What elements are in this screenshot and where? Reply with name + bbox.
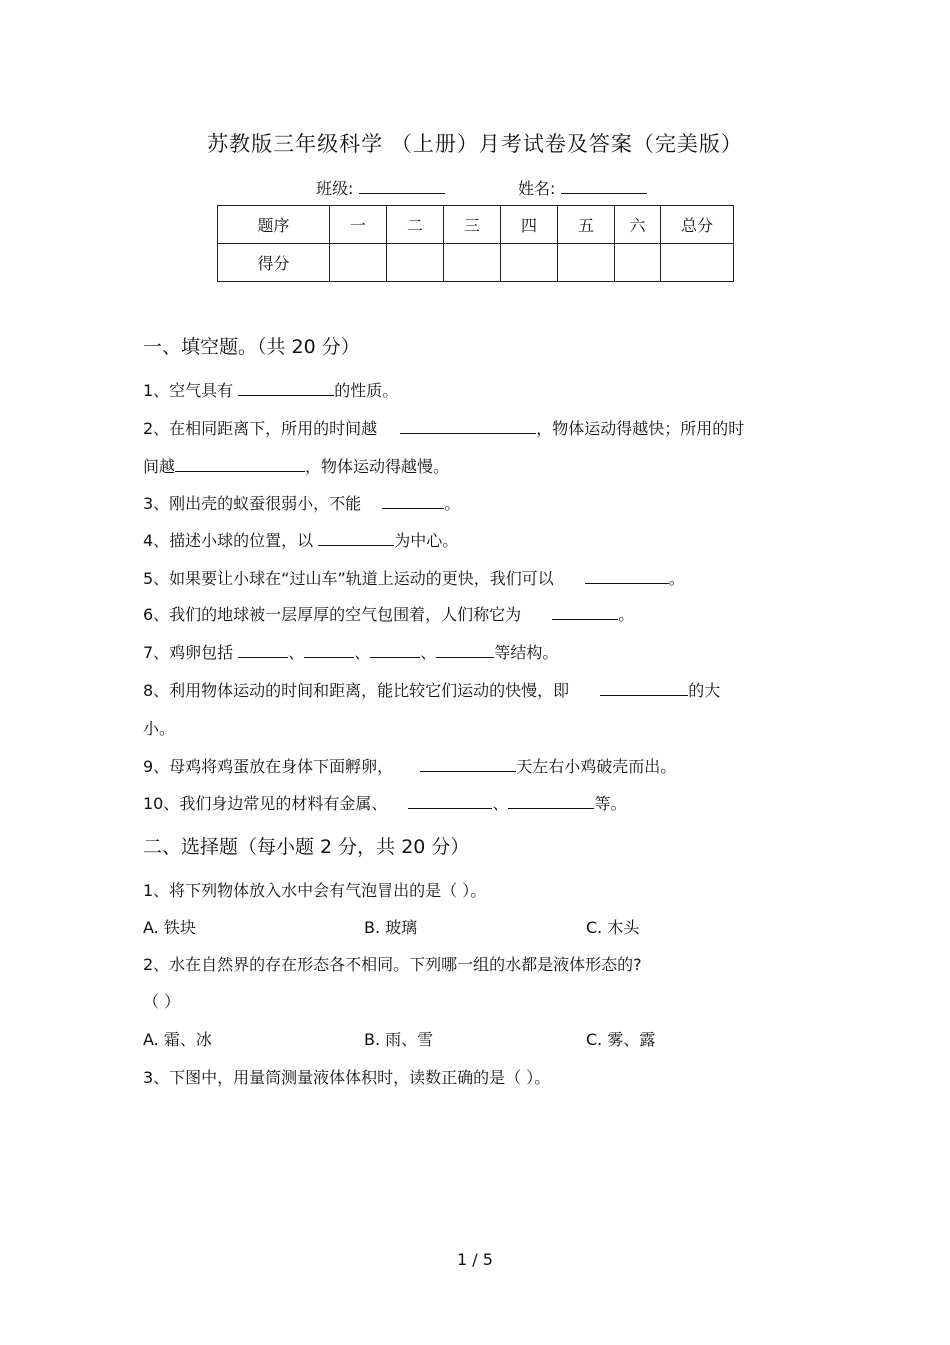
question-3 — [143, 491, 460, 514]
answer-blank[interactable] — [436, 643, 494, 658]
table-row — [218, 244, 734, 282]
table-cell: 总分 — [661, 206, 734, 244]
question-text: 3、刚出壳的蚁蚕很弱小，不能 — [143, 494, 367, 513]
option-c[interactable]: C. 雾、露 — [586, 1030, 656, 1049]
answer-blank[interactable] — [508, 794, 594, 809]
question-text: 、 — [492, 794, 509, 813]
table-cell: 六 — [615, 206, 661, 244]
question-text: 。 — [618, 605, 635, 624]
section2-heading: 二、选择题（每小题 2 分，共 20 分） — [143, 836, 470, 858]
score-cell[interactable] — [330, 244, 387, 282]
question-1 — [143, 378, 398, 401]
question-8-cont: 小。 — [143, 719, 176, 738]
question-text: 9、母鸡将鸡蛋放在身体下面孵卵， — [143, 757, 399, 776]
answer-blank[interactable] — [318, 531, 394, 546]
question-text: 1、空气具有 — [143, 381, 239, 400]
question-text: 等结构。 — [494, 643, 559, 662]
choice-question-3: 3、下图中，用量筒测量液体体积时，读数正确的是（ ）。 — [143, 1068, 551, 1087]
question-2-cont — [143, 454, 449, 477]
question-text: ，物体运动得越慢。 — [305, 457, 450, 476]
question-text: 天左右小鸡破壳而出。 — [516, 757, 677, 776]
score-cell[interactable] — [558, 244, 615, 282]
answer-paren: （ ） — [143, 992, 181, 1011]
question-text: 4、描述小球的位置，以 — [143, 531, 319, 550]
table-cell: 四 — [501, 206, 558, 244]
class-label: 班级: — [316, 179, 354, 198]
score-cell[interactable] — [661, 244, 734, 282]
answer-blank[interactable] — [175, 457, 305, 472]
option-a[interactable]: A. 霜、冰 — [143, 1030, 212, 1049]
choice-question-1: 1、将下列物体放入水中会有气泡冒出的是（ ）。 — [143, 881, 487, 900]
question-text: 间越 — [143, 457, 176, 476]
score-cell[interactable] — [501, 244, 558, 282]
question-text: 、 — [354, 643, 371, 662]
answer-blank[interactable] — [304, 643, 354, 658]
score-cell[interactable] — [615, 244, 661, 282]
choice-question-2: 2、水在自然界的存在形态各不相同。下列哪一组的水都是液体形态的? — [143, 955, 642, 974]
class-field — [316, 176, 445, 199]
answer-blank[interactable] — [238, 381, 334, 396]
page-number: 1 / 5 — [457, 1250, 493, 1269]
name-blank — [561, 179, 647, 194]
question-8 — [143, 678, 720, 701]
option-c[interactable]: C. 木头 — [586, 918, 640, 937]
question-text: 的大 — [688, 681, 721, 700]
table-cell: 得分 — [218, 244, 330, 282]
name-field — [518, 176, 647, 199]
table-cell: 题序 — [218, 206, 330, 244]
score-cell[interactable] — [387, 244, 444, 282]
question-text: 。 — [444, 494, 461, 513]
question-text: 为中心。 — [394, 531, 459, 550]
table-cell: 二 — [387, 206, 444, 244]
table-cell: 五 — [558, 206, 615, 244]
answer-blank[interactable] — [382, 494, 444, 509]
table-cell: 三 — [444, 206, 501, 244]
question-5 — [143, 566, 685, 589]
score-table — [217, 205, 734, 282]
question-text: 、 — [288, 643, 305, 662]
answer-blank[interactable] — [408, 794, 492, 809]
option-b[interactable]: B. 雨、雪 — [364, 1030, 434, 1049]
page-title: 苏教版三年级科学 （上册）月考试卷及答案（完美版） — [207, 132, 743, 156]
question-10 — [143, 791, 626, 814]
option-b[interactable]: B. 玻璃 — [364, 918, 418, 937]
question-2 — [143, 416, 744, 439]
question-6 — [143, 602, 634, 625]
answer-blank[interactable] — [238, 643, 288, 658]
question-text: 10、我们身边常见的材料有金属、 — [143, 794, 393, 813]
question-text: 8、利用物体运动的时间和距离，能比较它们运动的快慢，即 — [143, 681, 575, 700]
question-text: 5、如果要让小球在“过山车”轨道上运动的更快，我们可以 — [143, 569, 559, 588]
name-label: 姓名: — [518, 179, 556, 198]
answer-blank[interactable] — [552, 605, 618, 620]
question-text: 7、鸡卵包括 — [143, 643, 239, 662]
score-cell[interactable] — [444, 244, 501, 282]
section1-heading: 一、填空题。（共 20 分） — [143, 336, 360, 358]
question-text: 。 — [668, 569, 685, 588]
class-blank — [359, 179, 445, 194]
answer-blank[interactable] — [420, 757, 516, 772]
question-text: ，物体运动得越快；所用的时 — [536, 419, 745, 438]
question-text: 的性质。 — [334, 381, 399, 400]
answer-blank[interactable] — [370, 643, 420, 658]
answer-blank[interactable] — [585, 569, 669, 584]
table-row — [218, 206, 734, 244]
question-text: 、 — [420, 643, 437, 662]
option-a[interactable]: A. 铁块 — [143, 918, 196, 937]
question-text: 等。 — [594, 794, 627, 813]
table-cell: 一 — [330, 206, 387, 244]
answer-blank[interactable] — [400, 419, 536, 434]
question-7 — [143, 640, 558, 663]
question-4 — [143, 528, 458, 551]
question-text: 2、在相同距离下，所用的时间越 — [143, 419, 383, 438]
answer-blank[interactable] — [600, 681, 688, 696]
question-9 — [143, 754, 676, 777]
question-text: 6、我们的地球被一层厚厚的空气包围着，人们称它为 — [143, 605, 527, 624]
